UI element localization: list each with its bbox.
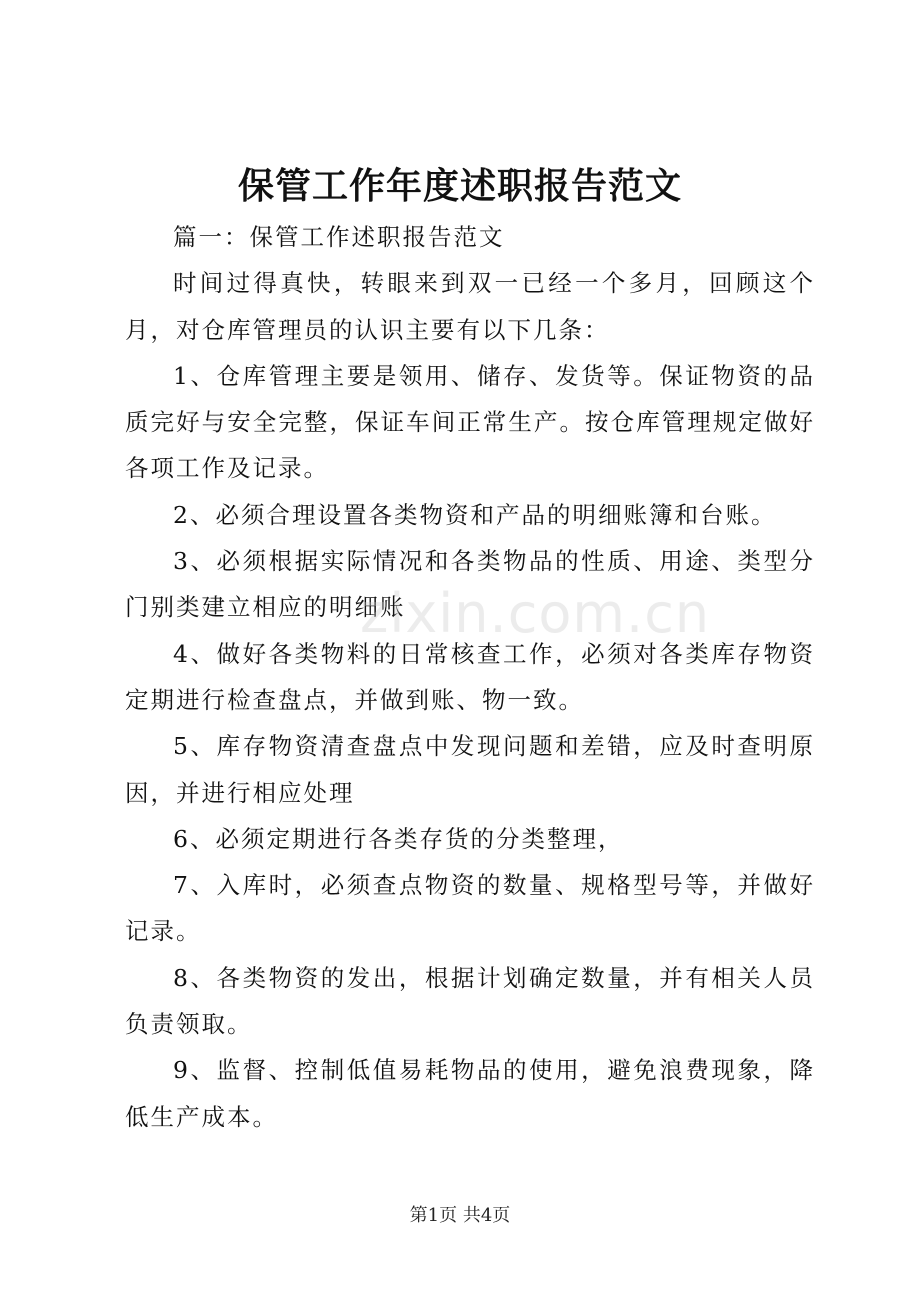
paragraph: 7、入库时，必须查点物资的数量、规格型号等，并做好记录。 [125,871,815,946]
paragraph: 4、做好各类物料的日常核查工作，必须对各类库存物资定期进行检查盘点，并做到账、物一致。 [125,639,815,714]
watermark: zixin.com.cn [360,582,711,645]
page-footer: 第1页 共4页 [409,1205,511,1226]
paragraph: 篇一：保管工作述职报告范文 [173,223,505,251]
paragraph: 时间过得真快，转眼来到双一已经一个多月，回顾这个月，对仓库管理员的认识主要有以下几条： [125,269,815,344]
document-body [125,214,815,1140]
paragraph: 3、必须根据实际情况和各类物品的性质、用途、类型分门别类建立相应的明细账 [125,547,815,622]
paragraph: 9、监督、控制低值易耗物品的使用，避免浪费现象，降低生产成本。 [125,1056,815,1131]
paragraph: 2、必须合理设置各类物资和产品的明细账簿和台账。 [173,500,777,529]
document-title: 保管工作年度述职报告范文 [237,165,682,207]
paragraph: 6、必须定期进行各类存货的分类整理， [173,824,624,853]
paragraph: 8、各类物资的发出，根据计划确定数量，并有相关人员负责领取。 [125,963,815,1039]
paragraph: 1、仓库管理主要是领用、储存、发货等。保证物资的品质完好与安全完整，保证车间正常生产。按仓库管理规定做好各项工作及记录。 [125,361,815,483]
paragraph: 5、库存物资清查盘点中发现问题和差错，应及时查明原因，并进行相应处理 [125,732,815,807]
